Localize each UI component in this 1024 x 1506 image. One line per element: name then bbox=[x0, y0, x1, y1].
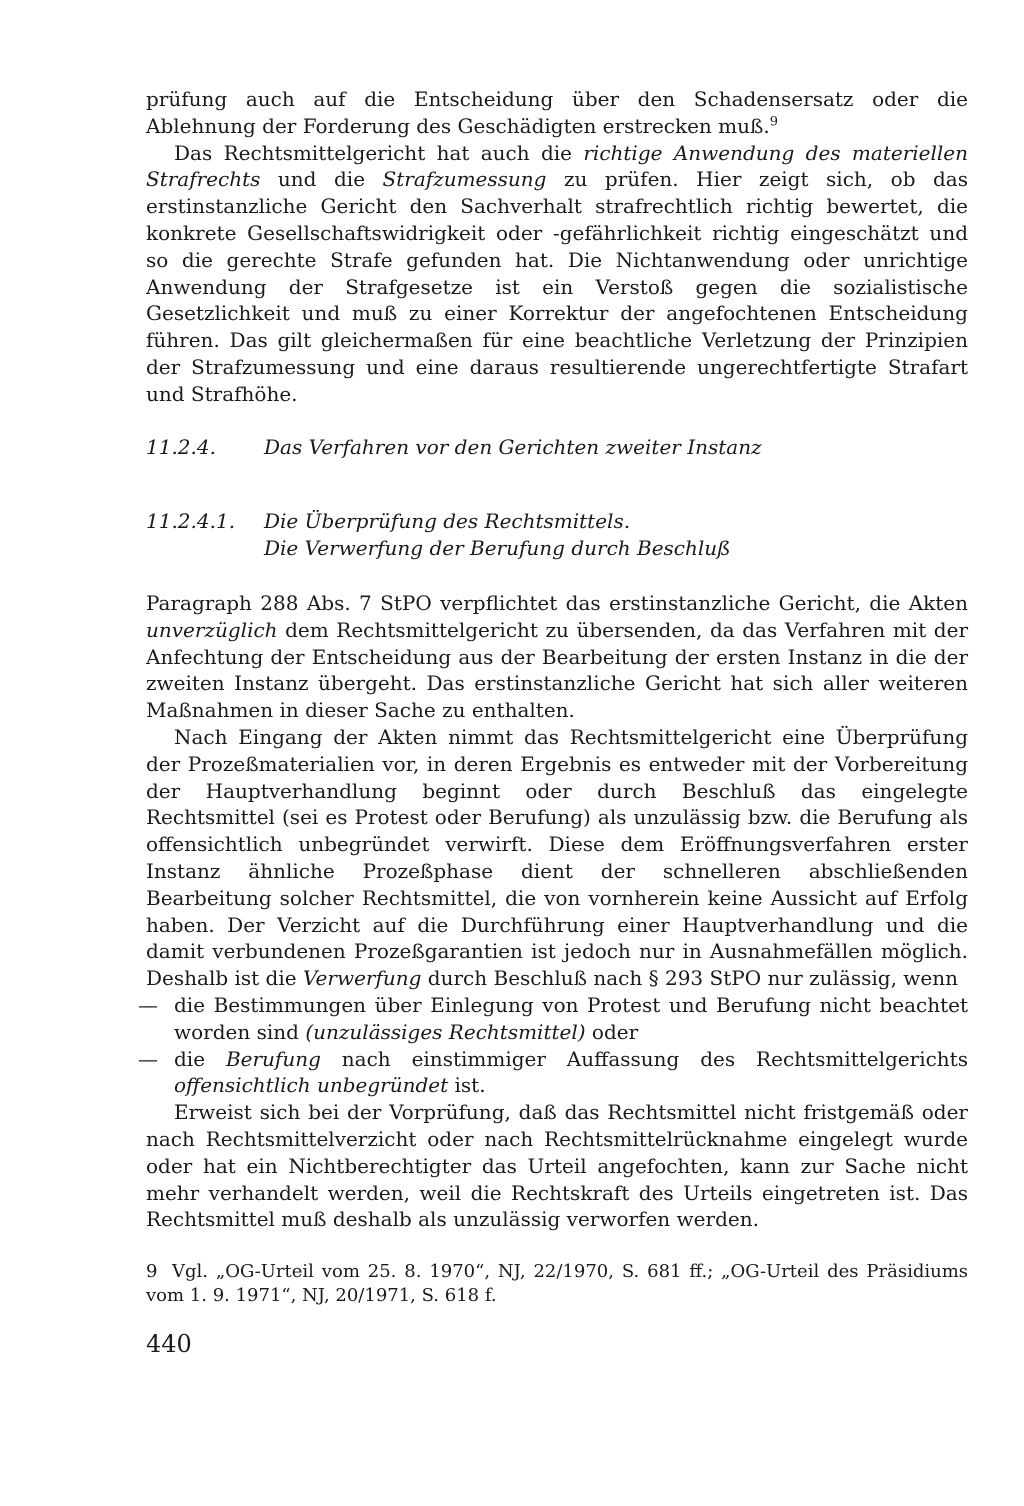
emphasis-text: Berufung bbox=[225, 1046, 321, 1071]
page-number: 440 bbox=[146, 1330, 192, 1358]
emphasis-text: Verwerfung bbox=[302, 966, 422, 991]
emphasis-text: offensichtlich unbegründet bbox=[174, 1073, 449, 1098]
paragraph-inadmissible: Erweist sich bei der Vorprüfung, daß das Rechtsmittel nicht fristgemäß oder nach Rechtsmittelverzicht oder nach Rechtsmittelrücknahme eingelegt wurde oder hat ein Nichtberechtigter das Urteil angefochten, kann zur Sache nicht mehr verhandelt werden, weil die Rechtskraft des Urteils eingetreten ist. Das Rechtsmittel muß deshalb als unzulässig verworfen werden. bbox=[146, 1100, 968, 1232]
paragraph-transfer: Paragraph 288 Abs. 7 StPO verpflichtet das erstinstanzliche Gericht, die Akten unverzüglich dem Rechtsmittelgericht zu übersenden, da das Verfahren mit der Anfechtung der Entscheidung aus der Bearbeitung der ersten Instanz in die der zweiten Instanz übergeht. Das erstinstanzliche Gericht hat sich aller weiteren Maßnahmen in dieser Sache zu enthalten. bbox=[146, 591, 968, 723]
paragraph-continuation: prüfung auch auf die Entscheidung über den Schadensersatz oder die Ablehnung der Forderung des Geschädigten erstrecken muß.$^9$ bbox=[146, 87, 968, 138]
section-heading-11-2-4 bbox=[146, 434, 762, 461]
paragraph-review: Nach Eingang der Akten nimmt das Rechtsmittelgericht eine Überprüfung der Prozeßmaterialien vor, in deren Ergebnis es entweder mit der Vorbereitung der Hauptverhandlung beginnt oder durch Beschluß das eingelegte Rechtsmittel (sei es Protest oder Berufung) als unzulässig bzw. die Berufung als offensichtlich unbegründet verwirft. Diese dem Eröffnungsverfahren erster Instanz ähnliche Prozeßphase dient der schnelleren abschließenden Bearbeitung solcher Rechtsmittel, die von vornherein keine Aussicht auf Erfolg haben. Der Verzicht auf die Durchführung einer Hauptverhandlung und die damit verbundenen Prozeßgarantien ist jedoch nur in Ausnahmefällen möglich. Deshalb ist die Verwerfung durch Beschluß nach § 293 StPO nur zulässig, wenn bbox=[146, 724, 968, 991]
emphasis-text: richtige Anwendung des materiellen Strafrechts bbox=[146, 140, 968, 192]
subsection-number: 11.2.4.1. bbox=[146, 509, 236, 533]
subsection-title-line2: Die Verwerfung der Berufung durch Beschluß bbox=[264, 535, 731, 560]
emphasis-text: (unzulässiges Rechtsmittel) bbox=[305, 1019, 586, 1044]
intro-block bbox=[146, 86, 968, 408]
footnote-text: Vgl. „OG-Urteil vom 25. 8. 1970“, NJ, 22/1970, S. 681 ff.; „OG-Urteil des Präsidiums vom 1. 9. 1971“, NJ, 20/1971, S. 618 f. bbox=[146, 1261, 968, 1306]
emphasis-text: Strafzumessung bbox=[382, 167, 547, 192]
paragraph-substantive-law: Das Rechtsmittelgericht hat auch die richtige Anwendung des materiellen Strafrechts und die Strafzumessung zu prüfen. Hier zeigt sich, ob das erstinstanzliche Gericht den Sachverhalt strafrechtlich richtig bewertet, die konkrete Gesellschaftswidrigkeit oder -gefährlichkeit richtig eingeschätzt und so die gerechte Strafe gefunden hat. Die Nichtanwendung oder unrichtige Anwendung der Strafgesetze ist ein Verstoß gegen die sozialistische Gesetzlichkeit und muß zu einer Korrektur der angefochtenen Entscheidung führen. Das gilt gleichermaßen für eine beachtliche Verletzung der Prinzipien der Strafzumessung und eine daraus resultierende ungerechtfertigte Strafart und Strafhöhe. bbox=[146, 140, 968, 406]
section-number: 11.2.4. bbox=[146, 435, 216, 459]
footnote-reference: 9 bbox=[769, 114, 779, 130]
list-item: — die Berufung nach einstimmiger Auffassung des Rechtsmittelgerichts offensichtlich unbegründet ist. bbox=[146, 1046, 968, 1100]
list-item: — die Bestimmungen über Einlegung von Protest und Berufung nicht beachtet worden sind (unzulässiges Rechtsmittel) oder bbox=[146, 992, 968, 1046]
section-heading-11-2-4-1 bbox=[146, 508, 731, 562]
subsection-title-line1: Die Überprüfung des Rechtsmittels. bbox=[264, 509, 631, 533]
footnote bbox=[146, 1260, 968, 1308]
conditions-list bbox=[146, 992, 968, 1099]
section-title: Das Verfahren vor den Gerichten zweiter Instanz bbox=[264, 435, 762, 459]
emphasis-text: unverzüglich bbox=[146, 617, 278, 642]
section-body bbox=[146, 590, 968, 1233]
footnote-number: 9 bbox=[146, 1261, 158, 1282]
